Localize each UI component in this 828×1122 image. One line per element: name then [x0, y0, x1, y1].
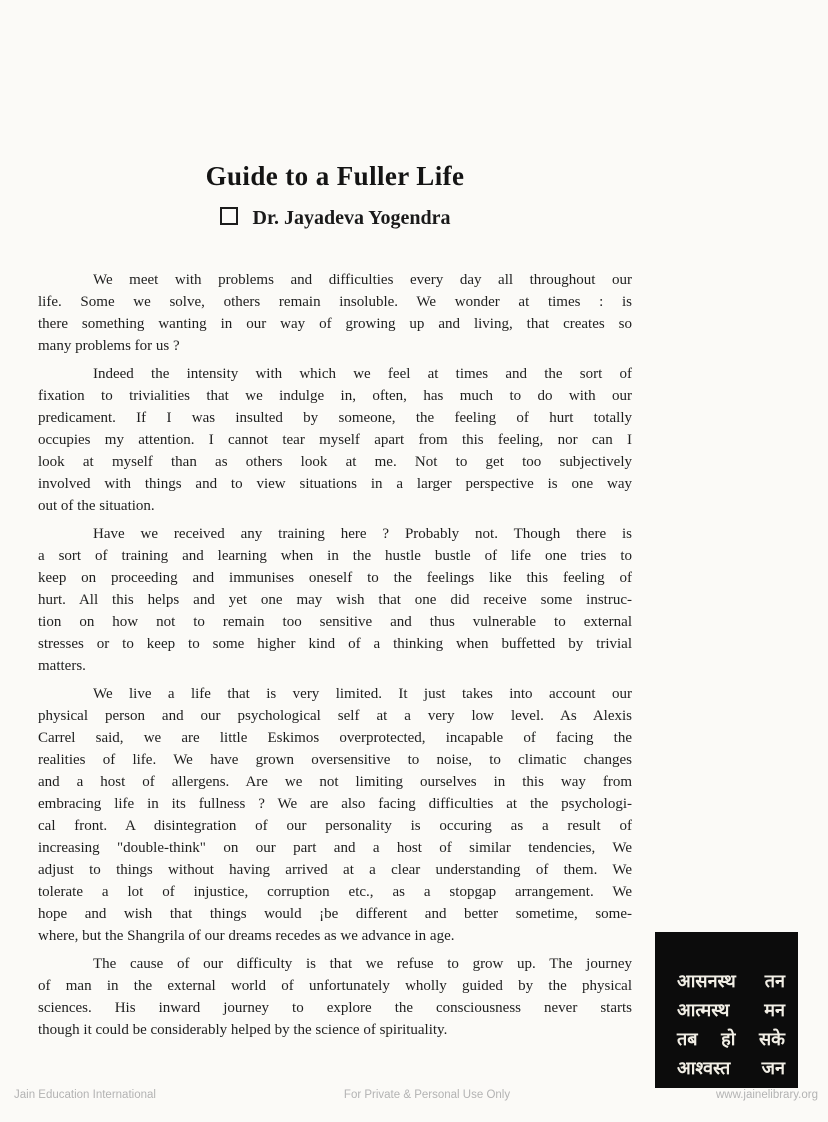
text-line: where, but the Shangrila of our dreams recedes as we advance in age.: [38, 928, 455, 944]
paragraph: [38, 683, 632, 947]
paragraph: [38, 953, 632, 1041]
verse-line: आश्वस्त जन: [677, 1058, 785, 1079]
paragraph: [38, 363, 632, 517]
text-line: Indeed the intensity with which we feel at times and the sort of: [93, 366, 632, 382]
text-line: keep on proceeding and immunises oneself to the feelings like this feeling of: [38, 570, 632, 586]
text-line: though it could be considerably helped by the science of spirituality.: [38, 1022, 448, 1038]
text-line: hurt. All this helps and yet one may wish that one did receive some instruc-: [38, 592, 632, 608]
text-line: The cause of our difficulty is that we refuse to grow up. The journey: [93, 956, 632, 972]
text-line: We meet with problems and difficulties every day all throughout our: [93, 272, 632, 288]
text-line: cal front. A disintegration of our personality is occuring as a result of: [38, 818, 632, 834]
footer-center-text: For Private & Personal Use Only: [343, 1089, 511, 1101]
text-line: of man in the external world of unfortunately wholly guided by the physical: [38, 978, 632, 994]
text-line: predicament. If I was insulted by someone, the feeling of hurt totally: [38, 410, 632, 426]
text-line: involved with things and to view situations in a larger perspective is one way: [38, 476, 632, 492]
text-line: many problems for us ?: [38, 338, 180, 354]
text-line: and a host of allergens. Are we not limiting ourselves in this way from: [38, 774, 632, 790]
footer-left-text: Jain Education International: [14, 1089, 156, 1101]
text-line: there something wanting in our way of growing up and living, that creates so: [38, 316, 632, 332]
verse-box: [655, 932, 798, 1088]
footer: [0, 1086, 828, 1104]
text-line: adjust to things without having arrived at a clear understanding of them. We: [38, 862, 632, 878]
text-line: occupies my attention. I cannot tear myself apart from this feeling, nor can I: [38, 432, 632, 448]
verse-line: आत्मस्थ मन: [677, 1000, 785, 1021]
verse-line: तब हो सके: [677, 1029, 785, 1050]
text-line: stresses or to keep to some higher kind of a thinking when buffetted by trivial: [38, 636, 632, 652]
article-body: [38, 269, 632, 1041]
text-line: a sort of training and learning when in the hustle bustle of life one tries to: [38, 548, 632, 564]
text-line: embracing life in its fullness ? We are also facing difficulties at the psychologi-: [38, 796, 632, 812]
text-line: We live a life that is very limited. It just takes into account our: [93, 686, 632, 702]
text-line: fixation to trivialities that we indulge in, often, has much to do with our: [38, 388, 632, 404]
verse-line: आसनस्थ तन: [677, 971, 785, 992]
text-line: life. Some we solve, others remain insoluble. We wonder at times : is: [38, 294, 632, 310]
page-title: Guide to a Fuller Life: [205, 161, 465, 191]
text-line: matters.: [38, 658, 86, 674]
text-line: increasing "double-think" on our part and a host of similar tendencies, We: [38, 840, 632, 856]
paragraph: [38, 269, 632, 357]
footer-right-text: www.jainelibrary.org: [715, 1089, 818, 1101]
paragraph: [38, 523, 632, 677]
text-line: sciences. His inward journey to explore the consciousness never starts: [38, 1000, 632, 1016]
text-line: Carrel said, we are little Eskimos overprotected, incapable of facing the: [38, 730, 632, 746]
article: [38, 161, 632, 1041]
text-line: hope and wish that things would ¡be different and better sometime, some-: [38, 906, 632, 922]
text-line: tolerate a lot of injustice, corruption etc., as a stopgap arrangement. We: [38, 884, 632, 900]
author-name: Dr. Jayadeva Yogendra: [252, 207, 451, 229]
checkbox-icon: [220, 207, 238, 225]
text-line: physical person and our psychological self at a very low level. As Alexis: [38, 708, 632, 724]
text-line: realities of life. We have grown oversensitive to noise, to climatic changes: [38, 752, 632, 768]
author-byline: [38, 207, 632, 229]
text-line: tion on how not to remain too sensitive and thus vulnerable to external: [38, 614, 632, 630]
text-line: Have we received any training here ? Probably not. Though there is: [93, 526, 632, 542]
text-line: look at myself than as others look at me. Not to get too subjectively: [38, 454, 632, 470]
text-line: out of the situation.: [38, 498, 155, 514]
